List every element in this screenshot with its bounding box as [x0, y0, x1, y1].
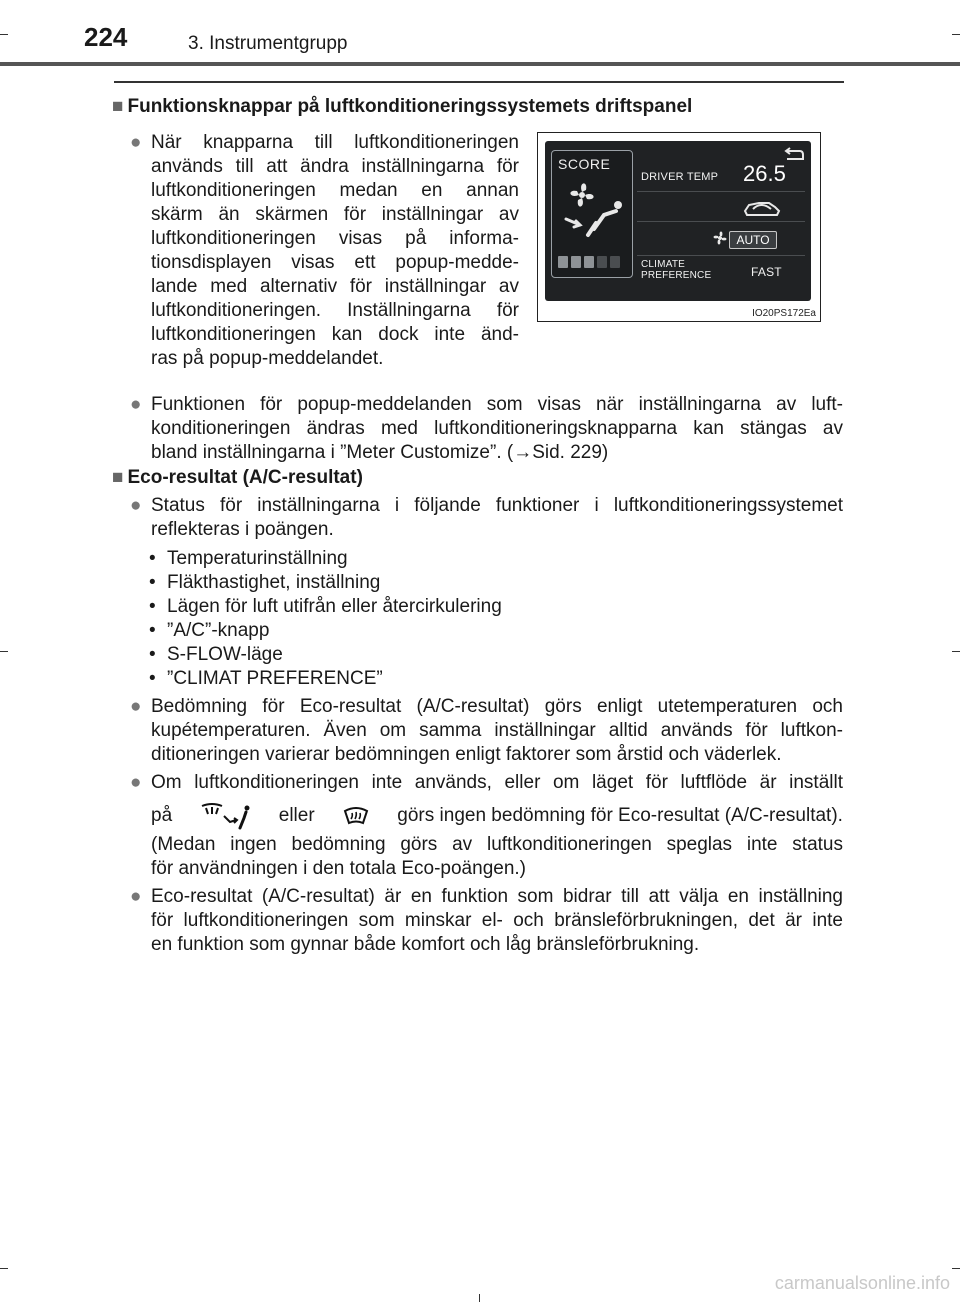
score-bar	[610, 256, 620, 268]
crop-mark	[952, 651, 960, 652]
section-heading-driftspanel	[112, 95, 692, 119]
score-label: SCORE	[558, 156, 611, 172]
list-item-text: Lägen för luft utifrån eller återcirkulering	[167, 596, 502, 617]
crop-mark	[0, 651, 8, 652]
list-item-text: ”A/C”-knapp	[167, 620, 270, 641]
fan-airflow-icon	[558, 177, 626, 243]
text-line: luftkonditioneringen medan en annan	[151, 180, 519, 201]
round-bullet-icon: ●	[130, 394, 142, 415]
windshield-defroster-icon	[343, 805, 369, 827]
round-bullet-icon: ●	[130, 772, 142, 793]
paragraph-status-score	[151, 494, 843, 542]
climate-preference-label	[641, 259, 711, 281]
section-heading-text: Eco-resultat (A/C-resultat)	[127, 467, 363, 488]
text-line: kupétemperaturen. Även om samma inställningar alltid används för luftkon-	[151, 720, 843, 741]
list-item: • Lägen för luft utifrån eller återcirkulering	[149, 596, 502, 617]
fast-label: FAST	[751, 265, 782, 279]
chapter-title: 3. Instrumentgrupp	[188, 33, 348, 54]
text-line: bland inställningarna i ”Meter Customize”. (→Sid. 229)	[151, 442, 609, 463]
auto-button: AUTO	[729, 231, 777, 249]
text-line: reflekteras i poängen.	[151, 519, 334, 540]
crop-mark	[952, 1268, 960, 1269]
score-bar	[571, 256, 581, 268]
text-line: ras på popup-meddelandet.	[151, 348, 384, 369]
text-line: luftkonditioneringen. Inställningarna för	[151, 300, 519, 321]
text-line: Funktionen för popup-meddelanden som visas när inställningarna av luft-	[151, 394, 843, 415]
text-fragment: görs ingen bedömning för Eco-resultat (A/C-resultat).	[397, 805, 843, 826]
section-heading-text: Funktionsknappar på luftkonditioneringssystemets driftspanel	[127, 96, 693, 117]
paragraph-assessment	[151, 695, 843, 767]
paragraph-popup-disable	[151, 393, 843, 465]
list-item: • Fläkthastighet, inställning	[149, 572, 381, 593]
figure-code: IO20PS172Ea	[752, 308, 816, 319]
score-bar	[584, 256, 594, 268]
list-item-text: ”CLIMAT PREFERENCE”	[167, 668, 383, 689]
text-line: tionsdisplayen visas ett popup-medde-	[151, 252, 519, 273]
text-line: luftkonditioneringen visas på informa-	[151, 228, 519, 249]
crop-mark	[0, 34, 8, 35]
text-line: skärm än skärmen för inställningar av	[151, 204, 519, 225]
text-line: används till att ändra inställningarna för	[151, 156, 519, 177]
windshield-foot-airflow-icon	[200, 802, 250, 830]
crop-mark	[0, 1268, 8, 1269]
text-line: luftkonditioneringen kan dock inte änd-	[151, 324, 519, 345]
text-line: för luftkonditioneringen som minskar el- och bränsleförbrukningen, det är inte	[151, 910, 843, 931]
section-rule	[114, 81, 844, 83]
climate-preference-line2: PREFERENCE	[641, 270, 712, 281]
list-item: • ”CLIMAT PREFERENCE”	[149, 668, 383, 689]
text-line: konditioneringen ändras med luftkonditioneringsknapparna kan stängas av	[151, 418, 843, 439]
divider	[637, 221, 805, 222]
text-line: Status för inställningarna i följande funktioner i luftkonditioneringssystemet	[151, 495, 843, 516]
text-line-with-icons	[151, 799, 843, 833]
information-display-screen	[545, 141, 811, 301]
back-arrow-icon	[783, 147, 805, 163]
list-item: • S-FLOW-läge	[149, 644, 283, 665]
score-bar	[558, 256, 568, 268]
list-item: • ”A/C”-knapp	[149, 620, 270, 641]
square-bullet-icon: ■	[112, 96, 124, 117]
round-bullet-icon: ●	[130, 495, 142, 516]
score-panel	[551, 150, 633, 278]
square-bullet-icon: ■	[112, 467, 124, 488]
text-line: ditioneringen varierar bedömningen enligt faktorer som årstid och väderlek.	[151, 744, 782, 765]
fan-icon	[711, 229, 729, 247]
page-number: 224	[84, 22, 128, 52]
text-line: en funktion som gynnar både komfort och låg bränsleförbrukning.	[151, 934, 700, 955]
temperature-value: 26.5	[743, 161, 786, 186]
text-line: Eco-resultat (A/C-resultat) är en funktion som bidrar till att välja en inställning	[151, 886, 843, 907]
list-item-text: Fläkthastighet, inställning	[167, 572, 381, 593]
text-line: Om luftkonditioneringen inte används, eller om läget för luftflöde är inställt	[151, 772, 843, 793]
score-bar	[597, 256, 607, 268]
watermark-text: carmanualsonline.info	[774, 1273, 950, 1293]
paragraph-popup-info	[151, 131, 519, 371]
round-bullet-icon: ●	[130, 696, 142, 717]
text-line: för användningen i den totala Eco-poängen.)	[151, 858, 526, 879]
text-line: lande med alternativ för inställningar av	[151, 276, 519, 297]
divider	[637, 255, 805, 256]
round-bullet-icon: ●	[130, 886, 142, 907]
paragraph-eco-function	[151, 885, 843, 957]
divider	[637, 191, 805, 192]
round-bullet-icon: ●	[130, 132, 142, 153]
text-fragment: på	[151, 805, 173, 826]
crop-mark	[952, 34, 960, 35]
header-rule	[0, 62, 960, 66]
text-line: Bedömning för Eco-resultat (A/C-resultat) görs enligt utetemperaturen och	[151, 696, 843, 717]
climate-preference-line1: CLIMATE	[641, 259, 685, 270]
score-level-bars	[558, 256, 620, 268]
car-recirculation-icon	[741, 197, 783, 219]
list-item: • Temperaturinställning	[149, 548, 348, 569]
text-line: När knapparna till luftkonditioneringen	[151, 132, 519, 153]
text-line: (Medan ingen bedömning görs av luftkonditioneringen speglas inte status	[151, 834, 843, 855]
text-fragment: eller	[278, 805, 315, 826]
driver-temp-label: DRIVER TEMP	[641, 171, 719, 183]
crop-mark	[479, 1294, 480, 1302]
list-item-text: Temperaturinställning	[167, 548, 348, 569]
list-item-text: S-FLOW-läge	[167, 644, 283, 665]
climate-display-illustration	[537, 132, 821, 322]
section-heading-eco-result	[112, 466, 363, 490]
paragraph-no-assessment	[151, 771, 843, 881]
